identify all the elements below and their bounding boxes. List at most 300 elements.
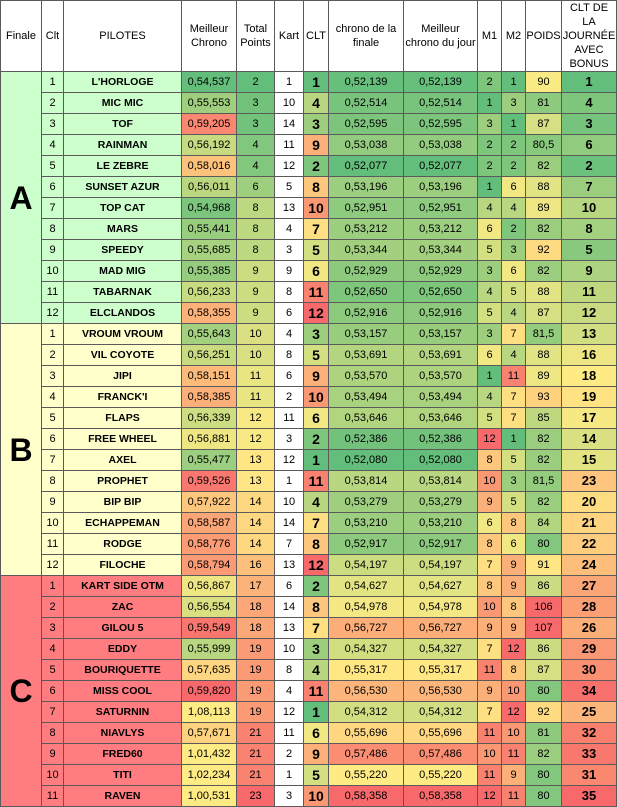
cell-clt-bonus: 26 bbox=[562, 618, 617, 639]
cell-m1: 6 bbox=[478, 513, 502, 534]
cell-m2: 5 bbox=[502, 492, 526, 513]
table-row bbox=[1, 786, 617, 807]
cell-chrono-finale: 0,53,691 bbox=[329, 345, 404, 366]
cell-poids: 87 bbox=[526, 303, 562, 324]
header-finale: Finale bbox=[1, 1, 42, 72]
cell-total-points: 11 bbox=[237, 366, 275, 387]
cell-chrono-finale: 0,53,344 bbox=[329, 240, 404, 261]
cell-meilleur-chrono: 0,55,441 bbox=[182, 219, 237, 240]
cell-clt: 5 bbox=[42, 156, 64, 177]
cell-clt: 4 bbox=[42, 387, 64, 408]
cell-meilleur-chrono: 0,54,968 bbox=[182, 198, 237, 219]
cell-meilleur-chrono: 0,59,820 bbox=[182, 681, 237, 702]
cell-pilote: TITI bbox=[64, 765, 182, 786]
header-clt: Clt bbox=[42, 1, 64, 72]
cell-clt-finale: 2 bbox=[304, 429, 329, 450]
cell-meilleur-chrono: 0,56,867 bbox=[182, 576, 237, 597]
cell-meilleur-chrono-jour: 0,55,696 bbox=[404, 723, 478, 744]
cell-total-points: 14 bbox=[237, 534, 275, 555]
cell-meilleur-chrono-jour: 0,52,595 bbox=[404, 114, 478, 135]
cell-poids: 87 bbox=[526, 114, 562, 135]
cell-meilleur-chrono-jour: 0,54,978 bbox=[404, 597, 478, 618]
header-meilleur-chrono: Meilleur Chrono bbox=[182, 1, 237, 72]
cell-total-points: 4 bbox=[237, 135, 275, 156]
table-row bbox=[1, 681, 617, 702]
cell-kart: 13 bbox=[275, 555, 304, 576]
cell-kart: 11 bbox=[275, 135, 304, 156]
cell-kart: 1 bbox=[275, 765, 304, 786]
group-label: C bbox=[1, 576, 42, 807]
table-row bbox=[1, 198, 617, 219]
table-row bbox=[1, 744, 617, 765]
cell-m2: 3 bbox=[502, 93, 526, 114]
table-row bbox=[1, 303, 617, 324]
cell-poids: 80,5 bbox=[526, 135, 562, 156]
cell-meilleur-chrono-jour: 0,52,916 bbox=[404, 303, 478, 324]
cell-m2: 12 bbox=[502, 702, 526, 723]
cell-clt-bonus: 30 bbox=[562, 660, 617, 681]
cell-meilleur-chrono-jour: 0,53,344 bbox=[404, 240, 478, 261]
cell-meilleur-chrono-jour: 0,53,157 bbox=[404, 324, 478, 345]
cell-clt: 12 bbox=[42, 555, 64, 576]
cell-clt-finale: 2 bbox=[304, 576, 329, 597]
cell-meilleur-chrono: 0,55,477 bbox=[182, 450, 237, 471]
cell-clt-bonus: 34 bbox=[562, 681, 617, 702]
cell-chrono-finale: 0,58,358 bbox=[329, 786, 404, 807]
cell-chrono-finale: 0,53,212 bbox=[329, 219, 404, 240]
table-row bbox=[1, 261, 617, 282]
cell-meilleur-chrono: 0,58,385 bbox=[182, 387, 237, 408]
cell-meilleur-chrono-jour: 0,53,279 bbox=[404, 492, 478, 513]
cell-clt-finale: 5 bbox=[304, 765, 329, 786]
table-row bbox=[1, 366, 617, 387]
cell-kart: 10 bbox=[275, 492, 304, 513]
table-row bbox=[1, 723, 617, 744]
cell-total-points: 3 bbox=[237, 93, 275, 114]
table-row bbox=[1, 387, 617, 408]
cell-clt-bonus: 24 bbox=[562, 555, 617, 576]
cell-clt: 6 bbox=[42, 429, 64, 450]
cell-clt-finale: 3 bbox=[304, 639, 329, 660]
cell-chrono-finale: 0,55,696 bbox=[329, 723, 404, 744]
cell-m1: 9 bbox=[478, 492, 502, 513]
cell-poids: 80 bbox=[526, 765, 562, 786]
cell-m2: 6 bbox=[502, 177, 526, 198]
cell-meilleur-chrono: 0,58,587 bbox=[182, 513, 237, 534]
cell-pilote: RAVEN bbox=[64, 786, 182, 807]
cell-kart: 12 bbox=[275, 156, 304, 177]
cell-clt-finale: 1 bbox=[304, 72, 329, 93]
cell-clt-finale: 7 bbox=[304, 513, 329, 534]
cell-m2: 4 bbox=[502, 198, 526, 219]
cell-poids: 107 bbox=[526, 618, 562, 639]
cell-m2: 6 bbox=[502, 534, 526, 555]
table-row bbox=[1, 618, 617, 639]
cell-kart: 3 bbox=[275, 429, 304, 450]
cell-m1: 4 bbox=[478, 282, 502, 303]
cell-chrono-finale: 0,53,570 bbox=[329, 366, 404, 387]
cell-pilote: PROPHET bbox=[64, 471, 182, 492]
cell-poids: 84 bbox=[526, 513, 562, 534]
cell-pilote: MAD MIG bbox=[64, 261, 182, 282]
cell-pilote: ELCLANDOS bbox=[64, 303, 182, 324]
table-row bbox=[1, 324, 617, 345]
cell-meilleur-chrono-jour: 0,53,196 bbox=[404, 177, 478, 198]
cell-meilleur-chrono: 0,55,643 bbox=[182, 324, 237, 345]
cell-m2: 9 bbox=[502, 618, 526, 639]
cell-meilleur-chrono: 0,57,922 bbox=[182, 492, 237, 513]
cell-m1: 1 bbox=[478, 366, 502, 387]
cell-m1: 7 bbox=[478, 639, 502, 660]
cell-clt-bonus: 19 bbox=[562, 387, 617, 408]
cell-clt-bonus: 21 bbox=[562, 513, 617, 534]
cell-clt: 1 bbox=[42, 576, 64, 597]
cell-meilleur-chrono: 0,56,011 bbox=[182, 177, 237, 198]
cell-chrono-finale: 0,52,951 bbox=[329, 198, 404, 219]
cell-clt-bonus: 8 bbox=[562, 219, 617, 240]
cell-total-points: 21 bbox=[237, 765, 275, 786]
cell-poids: 80 bbox=[526, 786, 562, 807]
cell-m2: 2 bbox=[502, 156, 526, 177]
cell-clt-bonus: 2 bbox=[562, 156, 617, 177]
cell-m2: 8 bbox=[502, 513, 526, 534]
cell-kart: 14 bbox=[275, 597, 304, 618]
cell-meilleur-chrono-jour: 0,52,080 bbox=[404, 450, 478, 471]
cell-clt-finale: 1 bbox=[304, 702, 329, 723]
cell-pilote: AXEL bbox=[64, 450, 182, 471]
cell-clt: 4 bbox=[42, 639, 64, 660]
cell-total-points: 13 bbox=[237, 471, 275, 492]
cell-m1: 10 bbox=[478, 471, 502, 492]
cell-pilote: RAINMAN bbox=[64, 135, 182, 156]
cell-clt-finale: 10 bbox=[304, 387, 329, 408]
cell-meilleur-chrono-jour: 0,52,386 bbox=[404, 429, 478, 450]
cell-chrono-finale: 0,52,514 bbox=[329, 93, 404, 114]
cell-meilleur-chrono-jour: 0,53,646 bbox=[404, 408, 478, 429]
cell-kart: 9 bbox=[275, 261, 304, 282]
cell-clt-finale: 11 bbox=[304, 681, 329, 702]
cell-total-points: 8 bbox=[237, 198, 275, 219]
cell-chrono-finale: 0,52,386 bbox=[329, 429, 404, 450]
table-row bbox=[1, 135, 617, 156]
cell-m2: 9 bbox=[502, 576, 526, 597]
cell-total-points: 10 bbox=[237, 324, 275, 345]
cell-clt-bonus: 18 bbox=[562, 366, 617, 387]
cell-total-points: 17 bbox=[237, 576, 275, 597]
cell-pilote: VIL COYOTE bbox=[64, 345, 182, 366]
cell-clt-finale: 6 bbox=[304, 723, 329, 744]
cell-meilleur-chrono-jour: 0,53,212 bbox=[404, 219, 478, 240]
cell-clt-finale: 8 bbox=[304, 177, 329, 198]
cell-kart: 4 bbox=[275, 681, 304, 702]
cell-m2: 7 bbox=[502, 387, 526, 408]
cell-clt-finale: 12 bbox=[304, 555, 329, 576]
cell-kart: 6 bbox=[275, 576, 304, 597]
cell-clt: 7 bbox=[42, 450, 64, 471]
cell-poids: 82 bbox=[526, 744, 562, 765]
cell-m1: 8 bbox=[478, 534, 502, 555]
cell-meilleur-chrono: 0,57,635 bbox=[182, 660, 237, 681]
cell-kart: 11 bbox=[275, 408, 304, 429]
cell-meilleur-chrono-jour: 0,53,494 bbox=[404, 387, 478, 408]
cell-pilote: TABARNAK bbox=[64, 282, 182, 303]
cell-kart: 14 bbox=[275, 513, 304, 534]
results-body bbox=[1, 72, 617, 807]
cell-poids: 88 bbox=[526, 177, 562, 198]
cell-m2: 10 bbox=[502, 681, 526, 702]
cell-clt-bonus: 29 bbox=[562, 639, 617, 660]
cell-meilleur-chrono-jour: 0,52,139 bbox=[404, 72, 478, 93]
cell-clt-finale: 9 bbox=[304, 744, 329, 765]
cell-pilote: BOURIQUETTE bbox=[64, 660, 182, 681]
cell-poids: 88 bbox=[526, 282, 562, 303]
cell-clt-bonus: 1 bbox=[562, 72, 617, 93]
cell-clt-bonus: 5 bbox=[562, 240, 617, 261]
cell-clt: 12 bbox=[42, 303, 64, 324]
cell-clt-bonus: 25 bbox=[562, 702, 617, 723]
cell-m1: 7 bbox=[478, 555, 502, 576]
cell-m1: 4 bbox=[478, 387, 502, 408]
cell-clt: 3 bbox=[42, 366, 64, 387]
cell-chrono-finale: 0,54,627 bbox=[329, 576, 404, 597]
cell-meilleur-chrono: 0,59,205 bbox=[182, 114, 237, 135]
cell-meilleur-chrono: 0,56,251 bbox=[182, 345, 237, 366]
cell-clt-finale: 3 bbox=[304, 114, 329, 135]
cell-kart: 13 bbox=[275, 198, 304, 219]
header-pilotes: PILOTES bbox=[64, 1, 182, 72]
cell-meilleur-chrono: 0,56,881 bbox=[182, 429, 237, 450]
cell-kart: 10 bbox=[275, 639, 304, 660]
table-row bbox=[1, 555, 617, 576]
cell-chrono-finale: 0,52,650 bbox=[329, 282, 404, 303]
header-clt-journee-bonus: CLT DE LA JOURNÉE AVEC BONUS bbox=[562, 2, 616, 70]
cell-kart: 7 bbox=[275, 534, 304, 555]
cell-meilleur-chrono-jour: 0,54,327 bbox=[404, 639, 478, 660]
table-row bbox=[1, 471, 617, 492]
cell-clt-bonus: 15 bbox=[562, 450, 617, 471]
cell-poids: 89 bbox=[526, 366, 562, 387]
table-row bbox=[1, 429, 617, 450]
cell-clt-finale: 8 bbox=[304, 534, 329, 555]
cell-chrono-finale: 0,52,929 bbox=[329, 261, 404, 282]
cell-m2: 7 bbox=[502, 408, 526, 429]
cell-m1: 9 bbox=[478, 618, 502, 639]
cell-poids: 91 bbox=[526, 555, 562, 576]
cell-clt: 11 bbox=[42, 786, 64, 807]
cell-m1: 1 bbox=[478, 177, 502, 198]
cell-meilleur-chrono-jour: 0,53,570 bbox=[404, 366, 478, 387]
cell-m2: 5 bbox=[502, 450, 526, 471]
cell-m2: 5 bbox=[502, 282, 526, 303]
cell-total-points: 12 bbox=[237, 408, 275, 429]
cell-clt: 9 bbox=[42, 744, 64, 765]
cell-m1: 5 bbox=[478, 303, 502, 324]
cell-clt: 2 bbox=[42, 597, 64, 618]
table-row bbox=[1, 156, 617, 177]
cell-clt: 10 bbox=[42, 765, 64, 786]
cell-chrono-finale: 0,52,139 bbox=[329, 72, 404, 93]
cell-clt-bonus: 28 bbox=[562, 597, 617, 618]
cell-meilleur-chrono: 1,01,432 bbox=[182, 744, 237, 765]
cell-clt-finale: 9 bbox=[304, 135, 329, 156]
cell-total-points: 19 bbox=[237, 660, 275, 681]
cell-m1: 5 bbox=[478, 240, 502, 261]
cell-pilote: SUNSET AZUR bbox=[64, 177, 182, 198]
cell-clt-finale: 4 bbox=[304, 660, 329, 681]
cell-clt-finale: 6 bbox=[304, 261, 329, 282]
cell-clt: 9 bbox=[42, 240, 64, 261]
cell-kart: 6 bbox=[275, 303, 304, 324]
cell-chrono-finale: 0,52,077 bbox=[329, 156, 404, 177]
table-row bbox=[1, 282, 617, 303]
cell-clt-bonus: 32 bbox=[562, 723, 617, 744]
cell-poids: 81,5 bbox=[526, 324, 562, 345]
cell-total-points: 23 bbox=[237, 786, 275, 807]
cell-poids: 80 bbox=[526, 681, 562, 702]
cell-pilote: NIAVLYS bbox=[64, 723, 182, 744]
cell-m2: 2 bbox=[502, 219, 526, 240]
cell-meilleur-chrono: 0,59,526 bbox=[182, 471, 237, 492]
cell-m1: 11 bbox=[478, 765, 502, 786]
cell-m1: 4 bbox=[478, 198, 502, 219]
cell-clt-finale: 12 bbox=[304, 303, 329, 324]
cell-pilote: SPEEDY bbox=[64, 240, 182, 261]
cell-clt: 7 bbox=[42, 702, 64, 723]
cell-kart: 12 bbox=[275, 450, 304, 471]
cell-clt-bonus: 20 bbox=[562, 492, 617, 513]
cell-chrono-finale: 0,53,196 bbox=[329, 177, 404, 198]
cell-clt: 8 bbox=[42, 471, 64, 492]
cell-clt: 3 bbox=[42, 618, 64, 639]
cell-m1: 6 bbox=[478, 345, 502, 366]
cell-meilleur-chrono: 0,55,999 bbox=[182, 639, 237, 660]
cell-m2: 9 bbox=[502, 555, 526, 576]
header-row bbox=[1, 1, 617, 72]
cell-clt-bonus: 4 bbox=[562, 93, 617, 114]
cell-m2: 8 bbox=[502, 597, 526, 618]
cell-pilote: GILOU 5 bbox=[64, 618, 182, 639]
cell-clt-finale: 7 bbox=[304, 618, 329, 639]
cell-clt-bonus: 3 bbox=[562, 114, 617, 135]
cell-m1: 9 bbox=[478, 681, 502, 702]
cell-kart: 2 bbox=[275, 744, 304, 765]
cell-poids: 82 bbox=[526, 429, 562, 450]
cell-meilleur-chrono: 0,56,192 bbox=[182, 135, 237, 156]
cell-m2: 7 bbox=[502, 324, 526, 345]
table-row bbox=[1, 513, 617, 534]
cell-pilote: FRED60 bbox=[64, 744, 182, 765]
cell-kart: 8 bbox=[275, 345, 304, 366]
cell-kart: 3 bbox=[275, 786, 304, 807]
cell-meilleur-chrono-jour: 0,58,358 bbox=[404, 786, 478, 807]
cell-meilleur-chrono-jour: 0,53,691 bbox=[404, 345, 478, 366]
cell-m1: 11 bbox=[478, 723, 502, 744]
cell-meilleur-chrono: 0,55,553 bbox=[182, 93, 237, 114]
cell-m2: 10 bbox=[502, 723, 526, 744]
cell-total-points: 18 bbox=[237, 597, 275, 618]
table-row bbox=[1, 408, 617, 429]
cell-meilleur-chrono-jour: 0,57,486 bbox=[404, 744, 478, 765]
cell-kart: 13 bbox=[275, 618, 304, 639]
cell-total-points: 19 bbox=[237, 639, 275, 660]
cell-pilote: BIP BIP bbox=[64, 492, 182, 513]
header-chrono-finale: chrono de la finale bbox=[329, 1, 404, 72]
cell-m2: 1 bbox=[502, 114, 526, 135]
cell-meilleur-chrono: 0,58,151 bbox=[182, 366, 237, 387]
cell-pilote: JIPI bbox=[64, 366, 182, 387]
cell-total-points: 21 bbox=[237, 744, 275, 765]
cell-kart: 3 bbox=[275, 240, 304, 261]
cell-poids: 89 bbox=[526, 198, 562, 219]
table-row bbox=[1, 177, 617, 198]
cell-chrono-finale: 0,54,327 bbox=[329, 639, 404, 660]
cell-m1: 10 bbox=[478, 744, 502, 765]
cell-poids: 86 bbox=[526, 639, 562, 660]
cell-clt: 10 bbox=[42, 513, 64, 534]
cell-meilleur-chrono-jour: 0,52,650 bbox=[404, 282, 478, 303]
cell-clt-finale: 11 bbox=[304, 282, 329, 303]
cell-meilleur-chrono-jour: 0,52,929 bbox=[404, 261, 478, 282]
cell-meilleur-chrono: 0,56,233 bbox=[182, 282, 237, 303]
cell-m1: 7 bbox=[478, 702, 502, 723]
cell-chrono-finale: 0,56,727 bbox=[329, 618, 404, 639]
cell-clt-bonus: 22 bbox=[562, 534, 617, 555]
table-row bbox=[1, 765, 617, 786]
cell-poids: 82 bbox=[526, 219, 562, 240]
cell-kart: 1 bbox=[275, 72, 304, 93]
cell-total-points: 6 bbox=[237, 177, 275, 198]
cell-clt: 2 bbox=[42, 345, 64, 366]
table-row bbox=[1, 114, 617, 135]
cell-meilleur-chrono: 0,56,554 bbox=[182, 597, 237, 618]
cell-m2: 3 bbox=[502, 471, 526, 492]
cell-clt: 8 bbox=[42, 219, 64, 240]
cell-m1: 6 bbox=[478, 219, 502, 240]
cell-poids: 81 bbox=[526, 93, 562, 114]
cell-total-points: 10 bbox=[237, 345, 275, 366]
cell-poids: 86 bbox=[526, 576, 562, 597]
header-meilleur-chrono-jour: Meilleur chrono du jour bbox=[404, 1, 478, 72]
cell-total-points: 9 bbox=[237, 303, 275, 324]
cell-chrono-finale: 0,53,038 bbox=[329, 135, 404, 156]
cell-clt: 2 bbox=[42, 93, 64, 114]
table-row bbox=[1, 492, 617, 513]
cell-pilote: MISS COOL bbox=[64, 681, 182, 702]
cell-chrono-finale: 0,55,220 bbox=[329, 765, 404, 786]
cell-total-points: 18 bbox=[237, 618, 275, 639]
cell-pilote: ECHAPPEMAN bbox=[64, 513, 182, 534]
cell-poids: 82 bbox=[526, 156, 562, 177]
cell-total-points: 19 bbox=[237, 702, 275, 723]
cell-chrono-finale: 0,56,530 bbox=[329, 681, 404, 702]
cell-m2: 11 bbox=[502, 744, 526, 765]
cell-meilleur-chrono-jour: 0,55,220 bbox=[404, 765, 478, 786]
cell-m1: 2 bbox=[478, 72, 502, 93]
cell-m2: 1 bbox=[502, 429, 526, 450]
cell-meilleur-chrono-jour: 0,52,917 bbox=[404, 534, 478, 555]
cell-meilleur-chrono: 0,58,355 bbox=[182, 303, 237, 324]
cell-meilleur-chrono-jour: 0,52,514 bbox=[404, 93, 478, 114]
cell-meilleur-chrono: 0,55,385 bbox=[182, 261, 237, 282]
cell-clt-bonus: 10 bbox=[562, 198, 617, 219]
cell-pilote: FLAPS bbox=[64, 408, 182, 429]
cell-clt-finale: 11 bbox=[304, 471, 329, 492]
cell-pilote: SATURNIN bbox=[64, 702, 182, 723]
cell-total-points: 14 bbox=[237, 513, 275, 534]
cell-meilleur-chrono: 0,56,339 bbox=[182, 408, 237, 429]
cell-clt-finale: 9 bbox=[304, 366, 329, 387]
cell-chrono-finale: 0,53,279 bbox=[329, 492, 404, 513]
